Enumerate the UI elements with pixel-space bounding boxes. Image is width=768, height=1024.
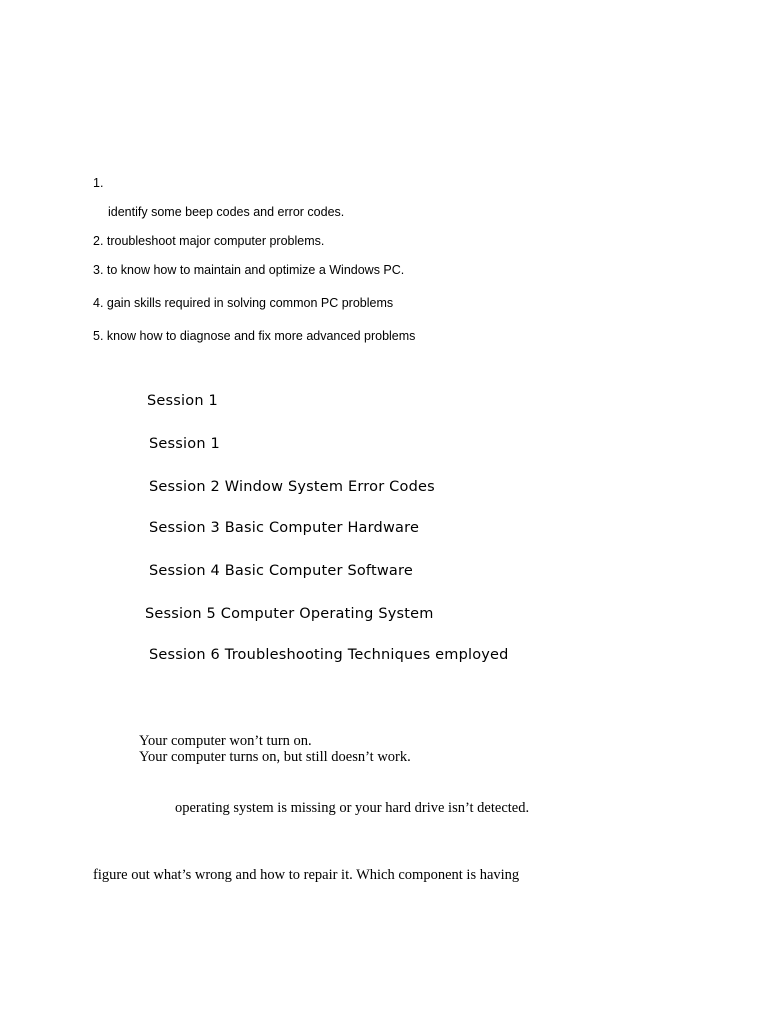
session-item: Session 5 Computer Operating System	[145, 606, 434, 622]
body-text-line: operating system is missing or your hard drive isn’t detected.	[175, 800, 530, 816]
body-text-line: figure out what’s wrong and how to repair it. Which component is having	[93, 867, 520, 883]
objective-1-text: identify some beep codes and error codes.	[108, 205, 345, 219]
objective-2: 2. troubleshoot major computer problems.	[93, 234, 325, 248]
objective-3: 3. to know how to maintain and optimize a Windows PC.	[93, 263, 405, 277]
session-item: Session 1	[149, 436, 220, 452]
body-text-line: Your computer turns on, but still doesn’t work.	[139, 749, 411, 765]
session-item: Session 6 Troubleshooting Techniques employed	[149, 647, 509, 663]
session-item: Session 2 Window System Error Codes	[149, 479, 435, 495]
objective-5: 5. know how to diagnose and fix more advanced problems	[93, 329, 416, 343]
session-item: Session 3 Basic Computer Hardware	[149, 520, 420, 536]
session-item: Session 1	[147, 393, 218, 409]
objective-4: 4. gain skills required in solving common PC problems	[93, 296, 394, 310]
objective-1-number: 1.	[93, 176, 104, 190]
session-item: Session 4 Basic Computer Software	[149, 563, 413, 579]
body-text-line: Your computer won’t turn on.	[139, 733, 312, 749]
